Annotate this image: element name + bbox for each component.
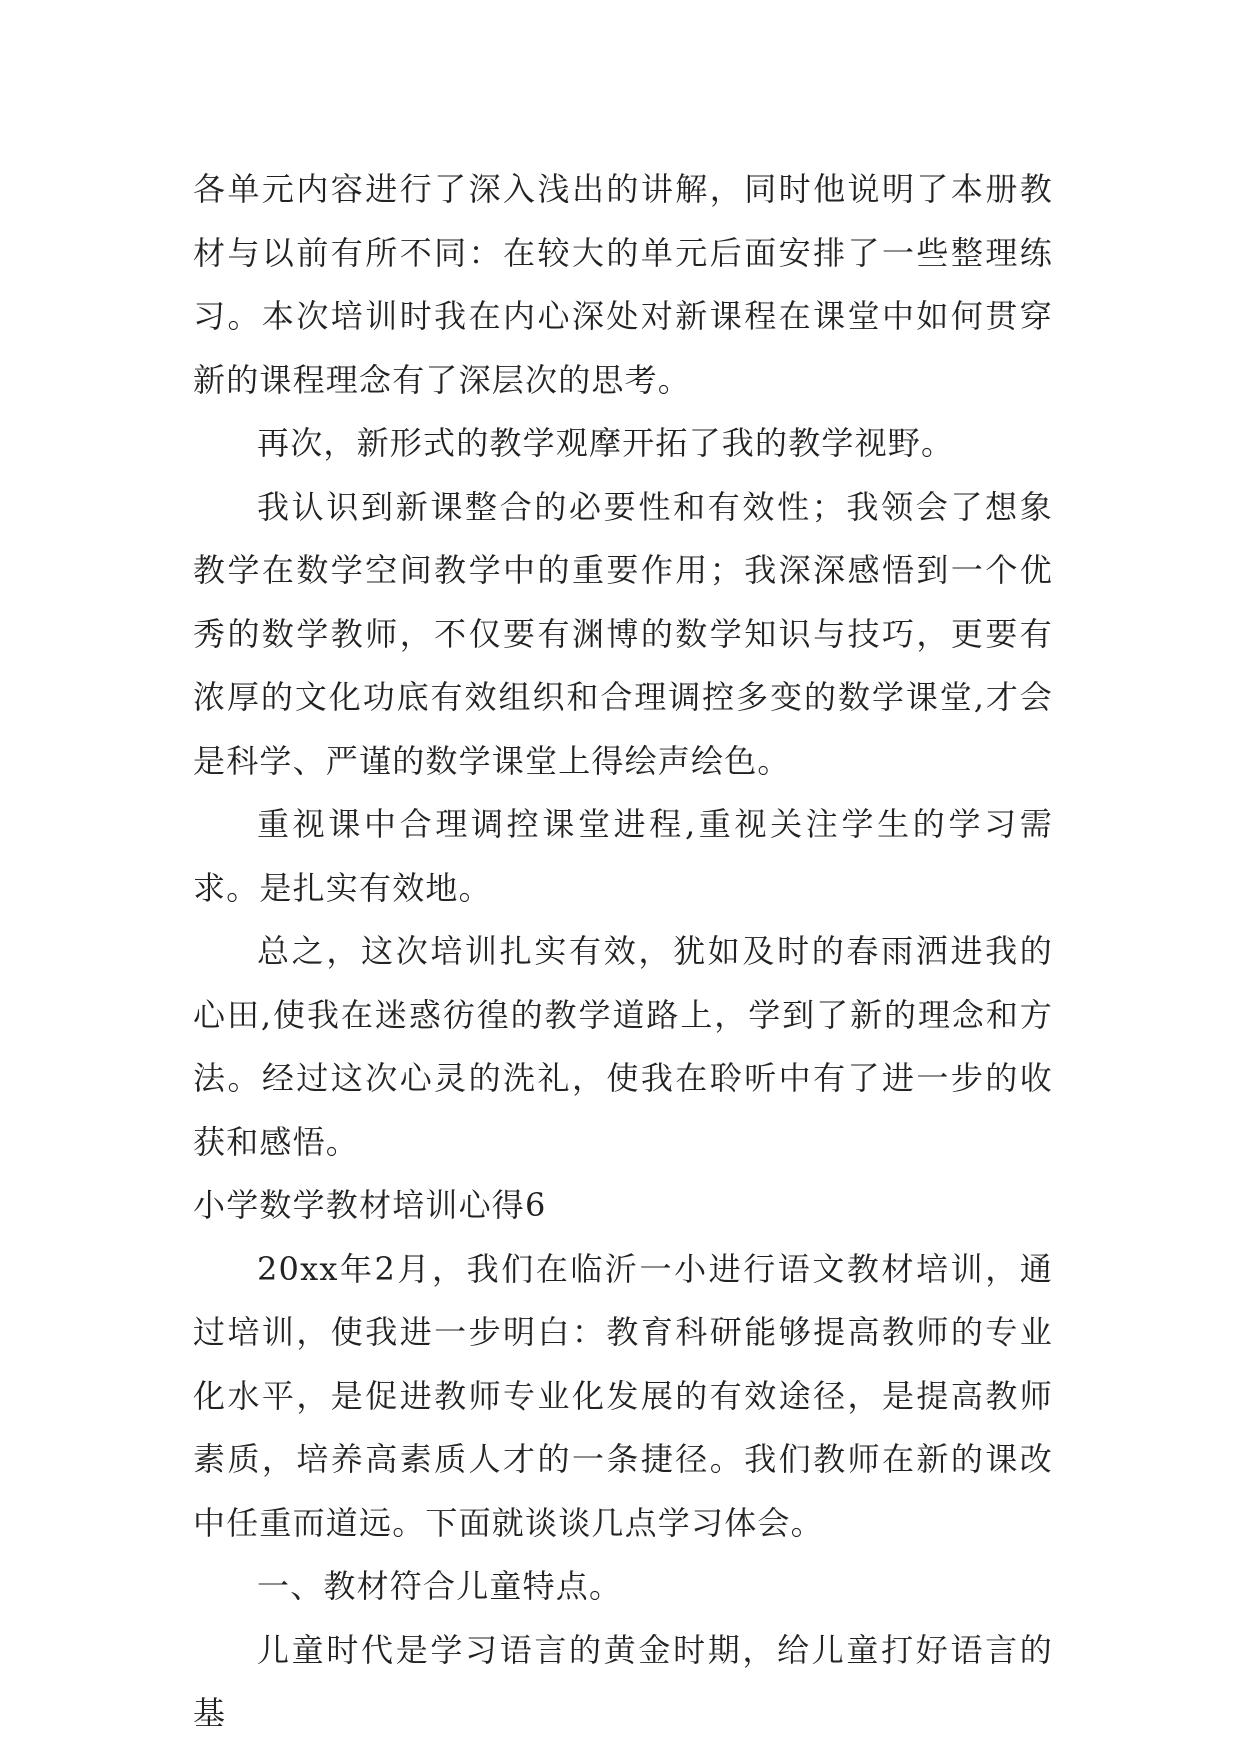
paragraph-3: 我认识到新课整合的必要性和有效性；我领会了想象教学在数学空间教学中的重要作用；我深深感悟到一个优秀的数学教师，不仅要有渊博的数学知识与技巧，更要有浓厚的文化功底有效组织和合理调控多变的数学课堂,才会是科学、严谨的数学课堂上得绘声绘色。 [193, 487, 1053, 780]
paragraph-7: 一、教材符合儿童特点。 [257, 1567, 623, 1605]
paragraph-8: 儿童时代是学习语言的黄金时期，给儿童打好语言的基 [193, 1630, 1053, 1732]
document-body [193, 158, 1053, 1746]
paragraph-5: 总之，这次培训扎实有效，犹如及时的春雨洒进我的心田,使我在迷惑彷徨的教学道路上，学到了新的理念和方法。经过这次心灵的洗礼，使我在聆听中有了进一步的收获和感悟。 [193, 932, 1053, 1161]
paragraph-6: 20xx年2月，我们在临沂一小进行语文教材培训，通过培训，使我进一步明白：教育科研能够提高教师的专业化水平，是促进教师专业化发展的有效途径，是提高教师素质，培养高素质人才的一条捷径。我们教师在新的课改中任重而道远。下面就谈谈几点学习体会。 [193, 1249, 1053, 1542]
paragraph-4: 重视课中合理调控课堂进程,重视关注学生的学习需求。是扎实有效地。 [193, 805, 1053, 907]
paragraph-2: 再次，新形式的教学观摩开拓了我的教学视野。 [257, 424, 955, 462]
section-heading: 小学数学教材培训心得6 [193, 1186, 547, 1224]
paragraph-1: 各单元内容进行了深入浅出的讲解，同时他说明了本册教材与以前有所不同：在较大的单元后面安排了一些整理练习。本次培训时我在内心深处对新课程在课堂中如何贯穿新的课程理念有了深层次的思考。 [193, 170, 1053, 399]
